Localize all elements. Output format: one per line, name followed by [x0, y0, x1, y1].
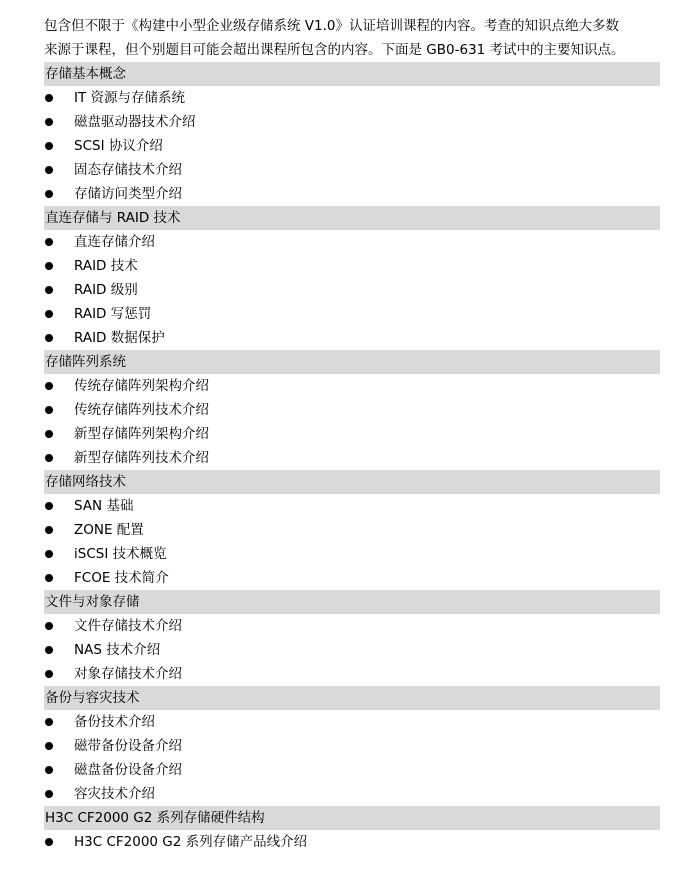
- list-item: [44, 302, 660, 326]
- bullet-icon: [45, 550, 53, 558]
- bullet-icon: [45, 94, 53, 102]
- section-heading: 直连存储与 RAID 技术: [44, 206, 660, 230]
- list-item-text: FCOE 技术简介: [74, 570, 169, 586]
- document-body: [44, 14, 660, 854]
- list-item-text: 传统存储阵列架构介绍: [74, 378, 209, 394]
- bullet-icon: [45, 454, 53, 462]
- bullet-icon: [45, 166, 53, 174]
- bullet-icon: [45, 646, 53, 654]
- list-item: [44, 830, 660, 854]
- list-item: [44, 158, 660, 182]
- list-item: [44, 374, 660, 398]
- list-item-text: iSCSI 技术概览: [74, 546, 167, 562]
- list-item: [44, 566, 660, 590]
- section-heading: 存储基本概念: [44, 62, 660, 86]
- list-item-text: 固态存储技术介绍: [74, 162, 182, 178]
- list-item-text: RAID 技术: [74, 258, 138, 274]
- intro-line: 包含但不限于《构建中小型企业级存储系统 V1.0》认证培训课程的内容。考查的知识点绝大多数: [44, 18, 619, 34]
- intro-line: 来源于课程，但个别题目可能会超出课程所包含的内容。下面是 GB0-631 考试中的主要知识点。: [44, 42, 625, 58]
- list-item-text: 传统存储阵列技术介绍: [74, 402, 209, 418]
- list-item-text: RAID 数据保护: [74, 330, 165, 346]
- bullet-icon: [45, 766, 53, 774]
- list-item: [44, 758, 660, 782]
- list-item-text: 直连存储介绍: [74, 234, 155, 250]
- bullet-icon: [45, 310, 53, 318]
- list-item: [44, 398, 660, 422]
- list-item-text: 磁盘备份设备介绍: [74, 762, 182, 778]
- list-item-text: 文件存储技术介绍: [74, 618, 182, 634]
- bullet-icon: [45, 526, 53, 534]
- section-heading: 存储网络技术: [44, 470, 660, 494]
- intro-paragraph: [44, 14, 660, 62]
- bullet-icon: [45, 838, 53, 846]
- list-item-text: 备份技术介绍: [74, 714, 155, 730]
- knowledge-point-list: [44, 62, 660, 854]
- list-item-text: IT 资源与存储系统: [74, 90, 186, 106]
- section-heading: 备份与容灾技术: [44, 686, 660, 710]
- list-item: [44, 710, 660, 734]
- bullet-icon: [45, 718, 53, 726]
- bullet-icon: [45, 790, 53, 798]
- section-heading: 存储阵列系统: [44, 350, 660, 374]
- list-item-text: 新型存储阵列架构介绍: [74, 426, 209, 442]
- list-item: [44, 734, 660, 758]
- list-item-text: ZONE 配置: [74, 522, 144, 538]
- list-item-text: SAN 基础: [74, 498, 134, 514]
- bullet-icon: [45, 286, 53, 294]
- bullet-icon: [45, 742, 53, 750]
- list-item: [44, 254, 660, 278]
- list-item: [44, 614, 660, 638]
- list-item: [44, 494, 660, 518]
- list-item: [44, 782, 660, 806]
- bullet-icon: [45, 118, 53, 126]
- list-item-text: H3C CF2000 G2 系列存储产品线介绍: [74, 834, 308, 850]
- list-item: [44, 446, 660, 470]
- section-heading: H3C CF2000 G2 系列存储硬件结构: [44, 806, 660, 830]
- list-item-text: SCSI 协议介绍: [74, 138, 163, 154]
- bullet-icon: [45, 574, 53, 582]
- list-item: [44, 278, 660, 302]
- list-item: [44, 134, 660, 158]
- list-item: [44, 638, 660, 662]
- list-item: [44, 662, 660, 686]
- list-item: [44, 230, 660, 254]
- list-item: [44, 518, 660, 542]
- list-item: [44, 110, 660, 134]
- bullet-icon: [45, 334, 53, 342]
- list-item-text: 对象存储技术介绍: [74, 666, 182, 682]
- list-item: [44, 182, 660, 206]
- list-item-text: RAID 级别: [74, 282, 138, 298]
- bullet-icon: [45, 670, 53, 678]
- bullet-icon: [45, 430, 53, 438]
- list-item-text: 容灾技术介绍: [74, 786, 155, 802]
- bullet-icon: [45, 622, 53, 630]
- list-item-text: 磁带备份设备介绍: [74, 738, 182, 754]
- list-item: [44, 86, 660, 110]
- bullet-icon: [45, 502, 53, 510]
- bullet-icon: [45, 406, 53, 414]
- list-item: [44, 422, 660, 446]
- list-item: [44, 326, 660, 350]
- list-item-text: RAID 写惩罚: [74, 306, 152, 322]
- list-item-text: NAS 技术介绍: [74, 642, 161, 658]
- list-item-text: 存储访问类型介绍: [74, 186, 182, 202]
- list-item-text: 磁盘驱动器技术介绍: [74, 114, 196, 130]
- bullet-icon: [45, 262, 53, 270]
- list-item: [44, 542, 660, 566]
- section-heading: 文件与对象存储: [44, 590, 660, 614]
- bullet-icon: [45, 142, 53, 150]
- list-item-text: 新型存储阵列技术介绍: [74, 450, 209, 466]
- bullet-icon: [45, 238, 53, 246]
- bullet-icon: [45, 382, 53, 390]
- bullet-icon: [45, 190, 53, 198]
